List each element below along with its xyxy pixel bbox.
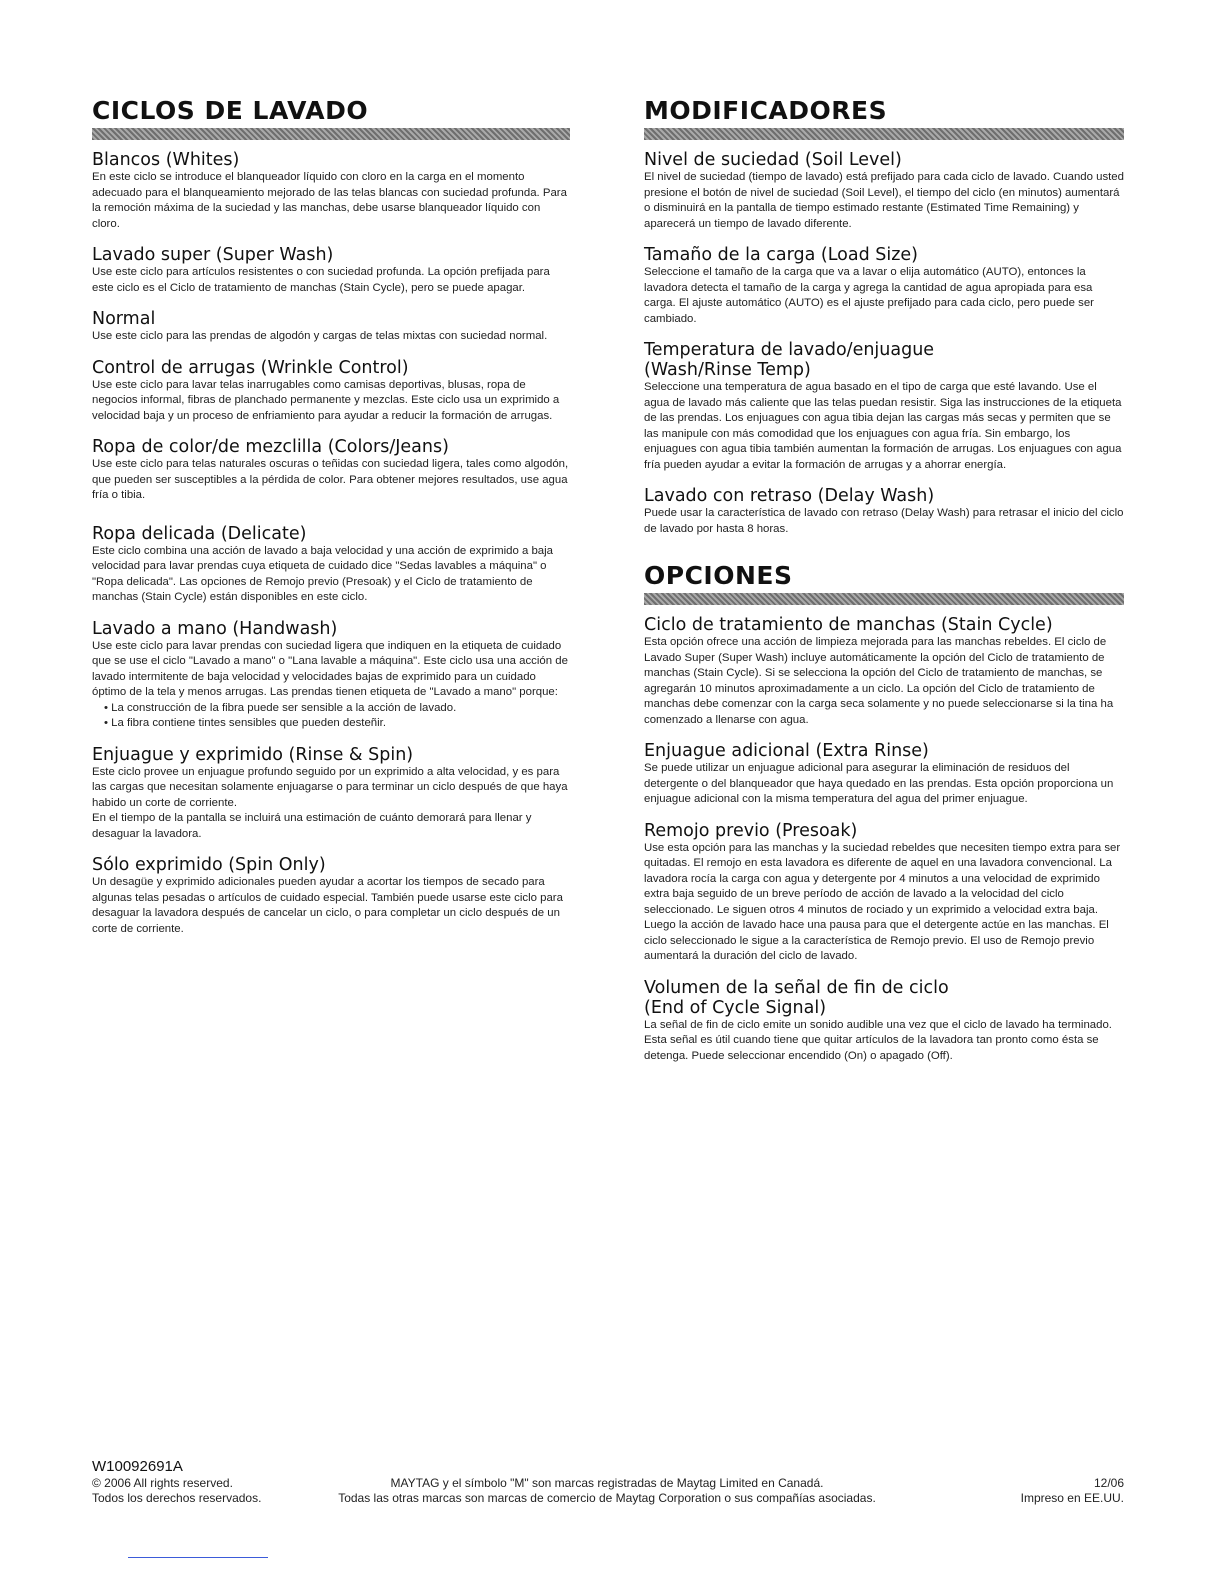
footer-center [297,1476,917,1506]
entry-end-of-cycle-signal [644,978,1124,1065]
entry-colors-jeans [92,437,570,504]
print-date: 12/06 [1093,1476,1124,1490]
entry-body: Use este ciclo para lavar telas inarrugables como camisas deportivas, blusas, ropa de negocios informal, fibras de planchado permanente y mezclas. Este ciclo usa un exprimido a velocidad baja y un proceso de enfriamiento para ayudar a reducir la formación de arrugas. [92,378,560,422]
entry-delay-wash [644,486,1124,537]
entry-heading: Sólo exprimido (Spin Only) [92,855,326,875]
entry-normal [92,309,570,345]
entry-body: Se puede utilizar un enjuague adicional para asegurar la eliminación de residuos del detergente o del blanqueador que haya quedado en las prendas. Esta opción proporciona un enjuague adicional con la misma temperatura del agua del primer enjuague. [644,762,1114,805]
entry-heading-line1: Volumen de la señal de fin de ciclo [644,977,949,998]
entry-heading [644,340,1124,380]
entry-heading: Control de arrugas (Wrinkle Control) [92,357,409,378]
entry-heading [644,978,1124,1018]
entry-heading: Tamaño de la carga (Load Size) [644,245,918,265]
trademark-line-1: MAYTAG y el símbolo "M" son marcas registradas de Maytag Limited en Canadá. [390,1476,824,1490]
entry-body: Use este ciclo para lavar prendas con suciedad ligera que indiquen en la etiqueta de cuidado que se use el ciclo "Lavado a mano" o "Lana lavable a máquina". Este ciclo usa una acción de lavado intermitente de baja velocidad y velocidades bajas de exprimido para un cuidado óptimo de la tela y menos arrugas. Las prendas tienen etiqueta de "Lavado a mano" porque: [92,639,568,698]
entry-heading: Normal [92,309,156,329]
entry-heading-line2: (End of Cycle Signal) [644,997,827,1018]
entry-wash-rinse-temp [644,340,1124,473]
copyright-es: Todos los derechos reservados. [92,1491,262,1505]
entry-body-extra: En el tiempo de la pantalla se incluirá una estimación de cuánto demorará para llenar y desaguar la lavadora. [92,812,532,840]
entry-delicate [92,524,570,606]
bullet-list [92,701,570,732]
entry-body: Use este ciclo para telas naturales oscuras o teñidas con suciedad ligera, tales como algodón, que pueden ser susceptibles a la pérdida de color. Para obtener mejores resultados, use agua fría o tibia. [92,458,569,501]
entry-heading: Lavado con retraso (Delay Wash) [644,486,935,506]
printed-in: Impreso en EE.UU. [1020,1491,1124,1505]
trademark-line-2: Todas las otras marcas son marcas de comercio de Maytag Corporation o sus compañías asociadas. [338,1491,876,1505]
section-divider [644,128,1124,140]
entry-body: Este ciclo provee un enjuague profundo seguido por un exprimido a alta velocidad, y es para las cargas que necesitan solamente enjuagarse o para terminar un ciclo después de que haya habido un corte de corriente. [92,765,568,809]
entry-heading: Enjuague y exprimido (Rinse & Spin) [92,744,414,765]
entry-heading: Ciclo de tratamiento de manchas (Stain Cycle) [644,615,1053,635]
entry-heading-line2: (Wash/Rinse Temp) [644,360,811,380]
entry-spin-only [92,855,570,937]
entry-body: Seleccione una temperatura de agua basado en el tipo de carga que esté lavando. Use el agua de lavado más caliente que las telas puedan resistir. Siga las instrucciones de la etiqueta de las prendas. Los enjuagues con agua tibia dejan las cargas más secas y permiten que se las manipule con más comodidad que los enjuagues con agua fría. Sin embargo, los enjuagues con agua tibia también aumentan la formación de arrugas. Los enjuagues con agua fría pueden ayudar a evitar la formación de arrugas y a ahorrar energía. [644,381,1122,471]
entry-body: Seleccione el tamaño de la carga que va a lavar o elija automático (AUTO), entonces la lavadora detecta el tamaño de la carga y agrega la cantidad de agua apropiada para esa carga. El ajuste automático (AUTO) es el ajuste prefijado para cada ciclo, pero puede ser cambiado. [644,266,1094,325]
entry-body: Puede usar la característica de lavado con retraso (Delay Wash) para retrasar el inicio del ciclo de lavado por hasta 8 horas. [644,507,1124,535]
entry-wrinkle-control [92,358,570,425]
entry-body: La señal de fin de ciclo emite un sonido audible una vez que el ciclo de lavado ha terminado. Esta señal es útil cuando tiene que quitar artículos de la lavadora tan pronto como ésta se detenga. Puede seleccionar encendido (On) o apagado (Off). [644,1018,1112,1062]
copyright: © 2006 All rights reserved. [92,1476,233,1490]
section-title-ciclos: CICLOS DE LAVADO [92,96,369,125]
entry-super-wash [92,245,570,296]
entry-load-size [644,245,1124,327]
footer-left [92,1458,261,1506]
entry-body: Este ciclo combina una acción de lavado a baja velocidad y una acción de exprimido a baja velocidad para lavar prendas cuya etiqueta de cuidado dice "Sedas lavables a máquina" o "Ropa delicada". Las opciones de Remojo previo (Presoak) y el Ciclo de tratamiento de manchas (Stain Cycle) están disponibles en este ciclo. [92,544,553,603]
document-code: W10092691A [92,1458,183,1475]
right-column [644,98,1124,1077]
bottom-rule [128,1557,268,1558]
entry-heading: Lavado a mano (Handwash) [92,618,338,639]
left-column [92,98,570,950]
entry-extra-rinse [644,741,1124,808]
bullet-item: • La fibra contiene tintes sensibles que pueden desteñir. [104,716,570,732]
section-divider [644,593,1124,605]
entry-body: Esta opción ofrece una acción de limpieza mejorada para las manchas rebeldes. El ciclo de Lavado Super (Super Wash) incluye automáticamente la opción del Ciclo de tratamiento de manchas (Stain Cycle). Si se selecciona la opción del Ciclo de tratamiento de manchas, se agregarán 10 minutos aproximadamente a un ciclo. La opción del Ciclo de tratamiento de manchas debe comenzar con la carga seca solamente y no puede seleccionarse si la tina ha comenzado a llenarse con agua. [644,636,1114,726]
section-title-opciones: OPCIONES [644,561,793,590]
entry-soil-level [644,150,1124,232]
entry-body: Un desagüe y exprimido adicionales pueden ayudar a acortar los tiempos de secado para algunas telas pesadas o artículos de cuidado especial. También puede usarse este ciclo para desaguar la lavadora después de cancelar un ciclo, o para completar un ciclo después de un corte de corriente. [92,876,563,935]
entry-heading: Remojo previo (Presoak) [644,820,858,841]
entry-body: Use este ciclo para artículos resistentes o con suciedad profunda. La opción prefijada para este ciclo es el Ciclo de tratamiento de manchas (Stain Cycle), pero se puede apagar. [92,266,550,294]
section-divider [92,128,570,140]
entry-body: El nivel de suciedad (tiempo de lavado) está prefijado para cada ciclo de lavado. Cuando usted presione el botón de nivel de suciedad (Soil Level), el tiempo del ciclo (en minutos) aumentará o disminuirá en la pantalla de tiempo estimado restante (Estimated Time Remaining) y aparecerá un tiempo de lavado diferente. [644,171,1124,230]
footer-right [1021,1476,1124,1506]
entry-handwash [92,619,570,732]
entry-body: Use este ciclo para las prendas de algodón y cargas de telas mixtas con suciedad normal. [92,330,548,342]
entry-heading: Ropa de color/de mezclilla (Colors/Jeans) [92,437,449,457]
entry-body: En este ciclo se introduce el blanqueador líquido con cloro en la carga en el momento adecuado para el blanqueamiento mejorado de las telas blancas con suciedad profunda. Para la remoción máxima de la suciedad y las manchas, debe usarse blanqueador líquido con cloro. [92,171,567,230]
entry-whites [92,150,570,232]
entry-body: Use esta opción para las manchas y la suciedad rebeldes que necesiten tiempo extra para ser quitadas. El remojo en esta lavadora es diferente de aquel en una lavadora convencional. La lavadora rocía la carga con agua y detergente por 4 minutos a una velocidad de exprimido extra baja seguido de un breve período de acción de lavado a la velocidad del ciclo seleccionado. Le siguen otros 4 minutos de rociado y un exprimido a velocidad extra baja. Luego la acción de lavado hace una pausa para que el detergente actúe en las manchas. El ciclo seleccionado le sigue a la característica de Remojo previo. El uso de Remojo previo aumentará la duración del ciclo de lavado. [644,841,1121,962]
entry-heading-line1: Temperatura de lavado/enjuague [644,340,935,360]
entry-heading: Lavado super (Super Wash) [92,245,334,265]
section-title-modificadores: MODIFICADORES [644,96,888,125]
entry-heading: Ropa delicada (Delicate) [92,523,307,544]
bullet-item: • La construcción de la fibra puede ser sensible a la acción de lavado. [104,701,570,717]
entry-heading: Enjuague adicional (Extra Rinse) [644,741,929,761]
entry-presoak [644,821,1124,965]
entry-heading: Nivel de suciedad (Soil Level) [644,150,902,170]
entry-rinse-spin [92,745,570,843]
entry-heading: Blancos (Whites) [92,150,240,170]
entry-stain-cycle [644,615,1124,728]
